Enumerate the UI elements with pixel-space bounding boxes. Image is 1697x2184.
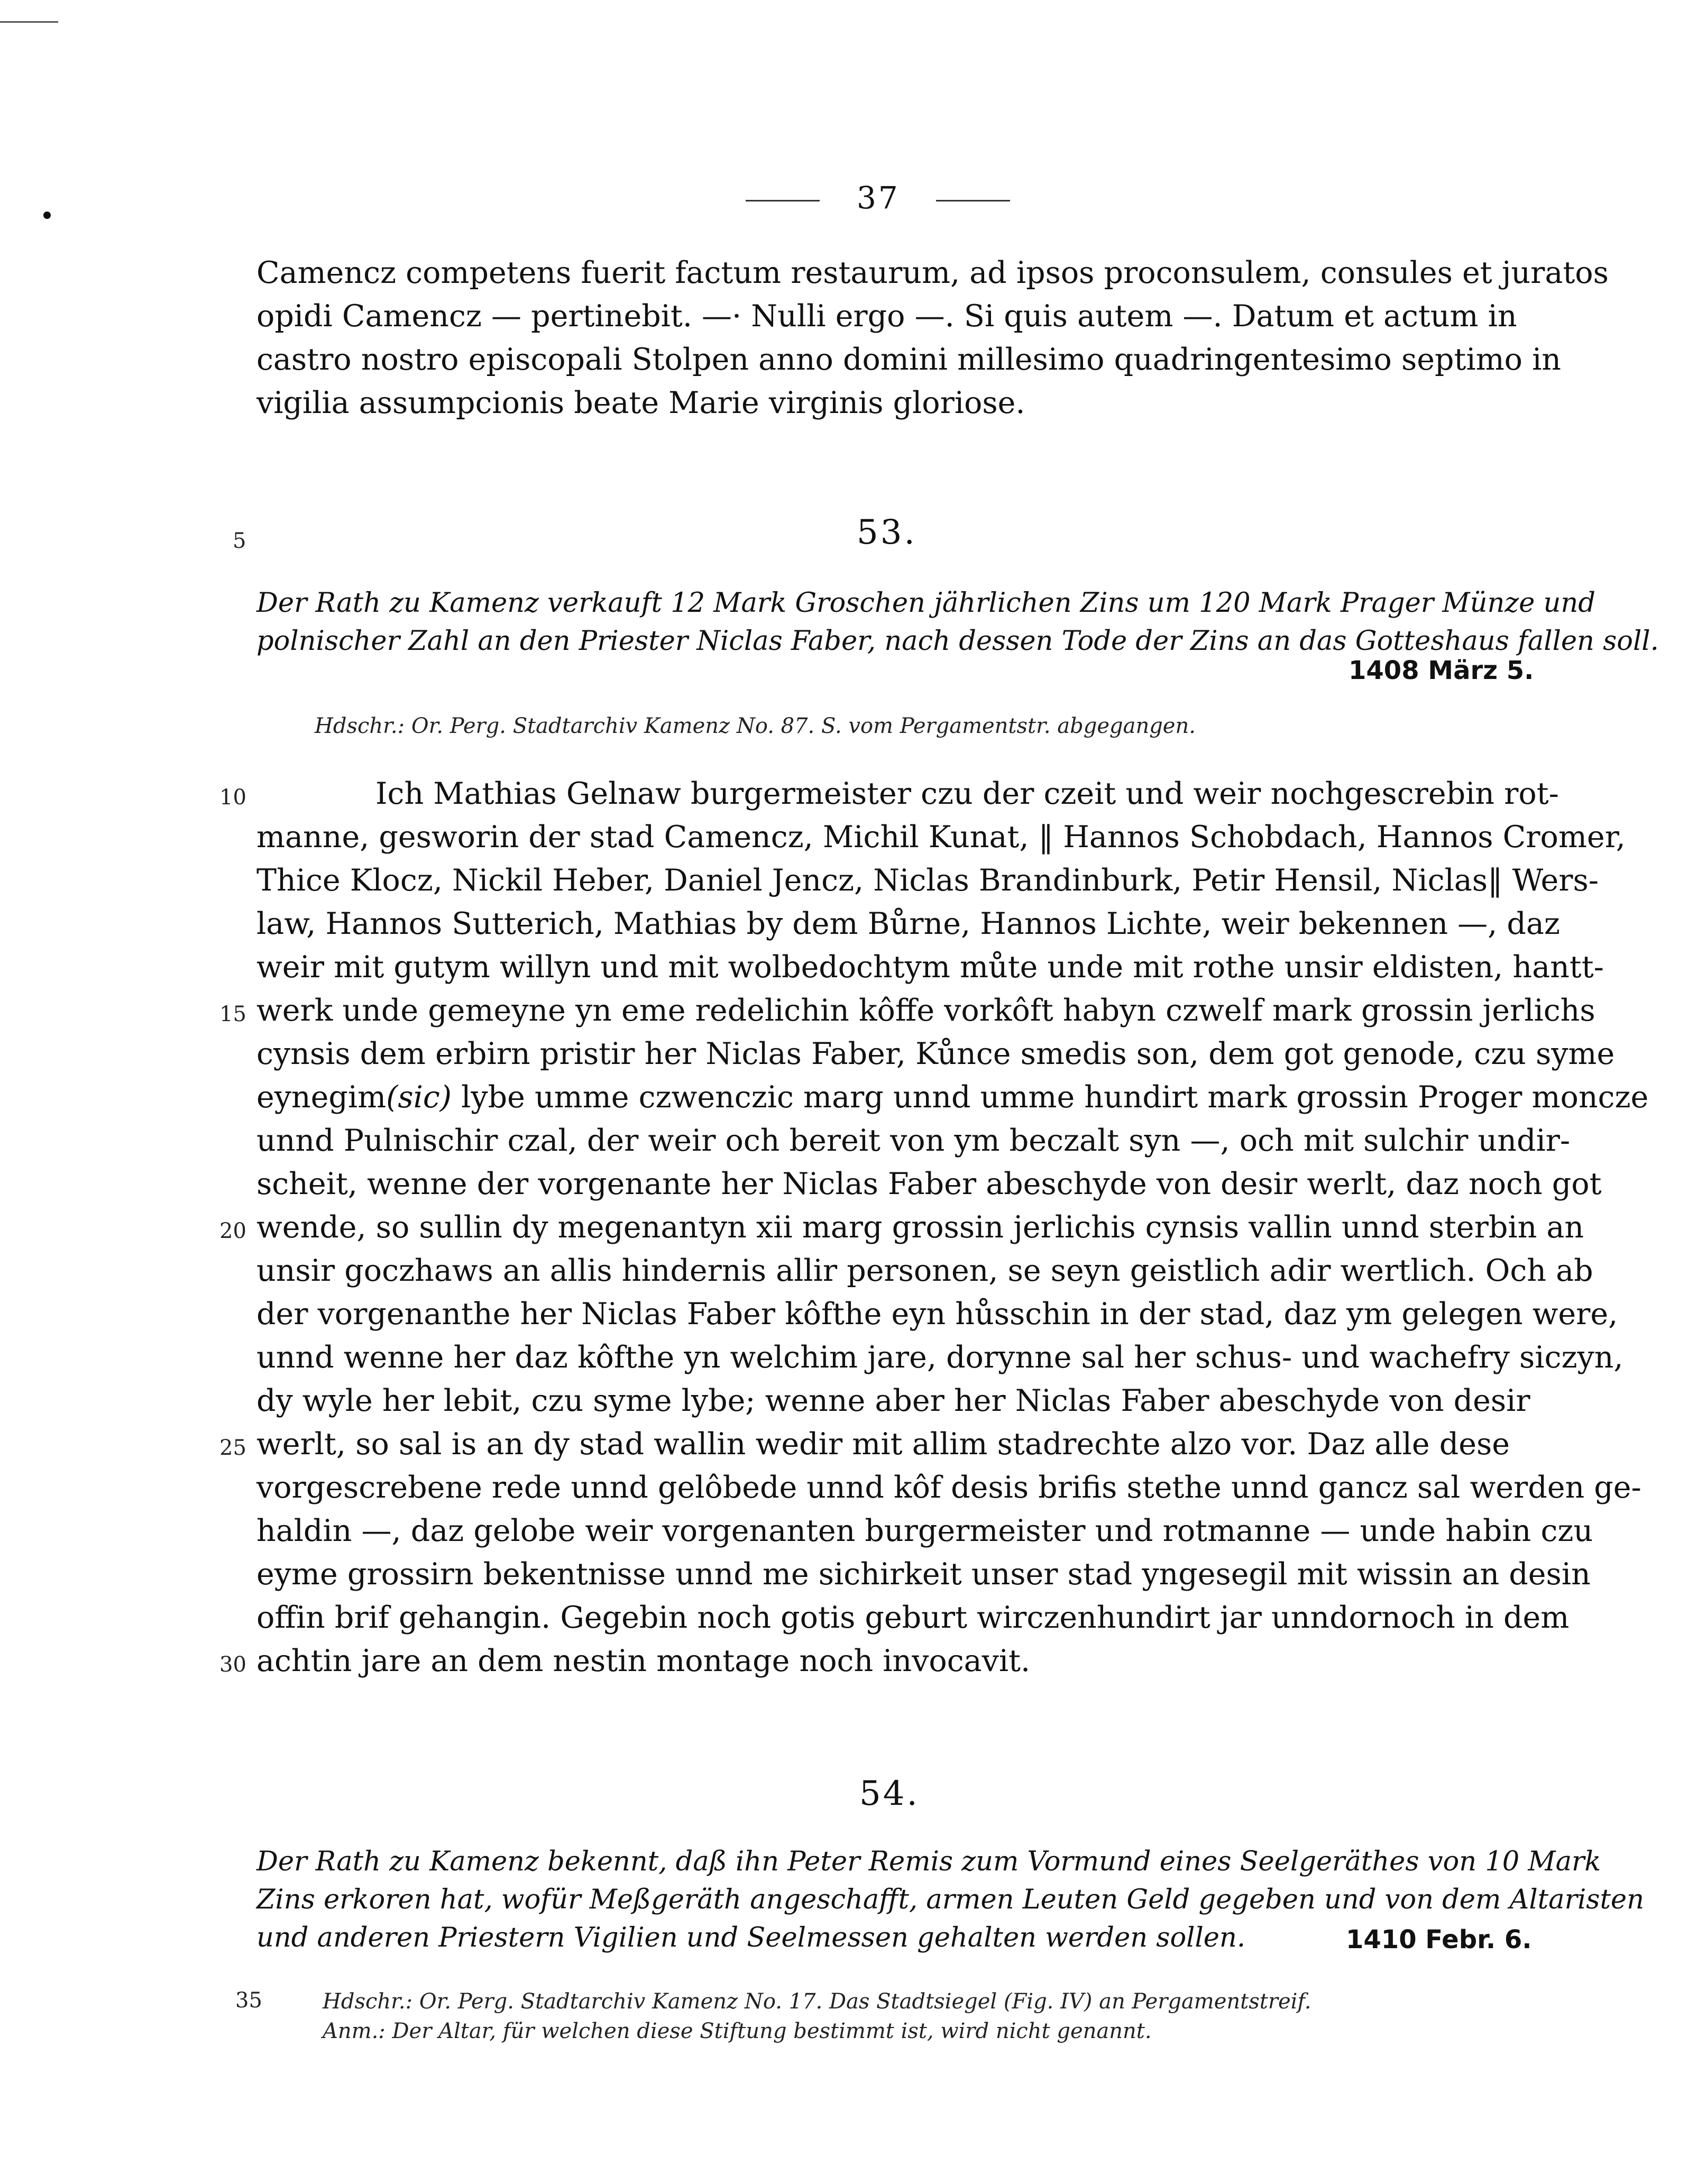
document-date: 1408 März 5. [1349,656,1534,685]
annotation-note: Anm.: Der Altar, für welchen diese Stiftung bestimmt ist, wird nicht genannt. [323,2019,1152,2043]
text-line-with-sic [256,1076,1649,1119]
text-line: Camencz competens fuerit factum restaurum, ad ipsos proconsulem, consules et juratos [256,255,1609,290]
page-header [0,175,1697,222]
document-number: 54. [859,1774,920,1813]
text-line: unnd wenne her daz kôfthe yn welchim jare, dorynne sal her schus- und wachefry siczyn, [256,1340,1623,1375]
text-line: werlt, so sal is an dy stad wallin wedir mit allim stadrechte alzo vor. Daz alle dese [256,1427,1510,1462]
text-line: vorgescrebene rede unnd gelôbede unnd kôf desis brifis stethe unnd gancz sal werden ge- [256,1470,1641,1505]
document-summary [256,1843,1644,1957]
text-line: cynsis dem erbirn pristir her Niclas Faber, Kůnce smedis son, dem got genode, czu syme [256,1036,1615,1071]
page-number: 37 [857,180,900,216]
document-text [256,772,1649,1683]
header-rule-right [936,200,1010,201]
summary-line: Der Rath zu Kamenz bekennt, daß ihn Peter Remis zum Vormund eines Seelgeräthes von 10 Mark [256,1846,1601,1877]
summary-line: Der Rath zu Kamenz verkauft 12 Mark Groschen jährlichen Zins um 120 Mark Prager Münze und [256,588,1595,619]
margin-line-number: 20 [219,1219,246,1243]
text-line: dy wyle her lebit, czu syme lybe; wenne aber her Niclas Faber abeschyde von desir [256,1383,1530,1418]
margin-line-number: 25 [219,1436,246,1460]
document-date: 1410 Febr. 6. [1346,1925,1532,1954]
text-line: unsir goczhaws an allis hindernis allir personen, se seyn geistlich adir wertlich. Och ab [256,1253,1593,1288]
margin-line-number: 5 [233,529,246,553]
text-line: werk unde gemeyne yn eme redelichin kôffe vorkôft habyn czwelf mark grossin jerlichs [256,993,1595,1028]
sic-prefix: eynegim [256,1080,387,1115]
text-line: wende, so sullin dy megenantyn xii marg grossin jerlichis cynsis vallin unnd sterbin an [256,1210,1584,1245]
text-line: unnd Pulnischir czal, der weir och bereit von ym beczalt syn —, och mit sulchir undir- [256,1123,1571,1158]
text-line: Thice Klocz, Nickil Heber, Daniel Jencz, Niclas Brandinburk, Petir Hensil, Niclas‖ Wers- [256,863,1599,898]
text-line: Ich Mathias Gelnaw burgermeister czu der czeit und weir nochgescrebin rot- [375,776,1559,811]
summary-line: polnischer Zahl an den Priester Niclas Faber, nach dessen Tode der Zins an das Gotteshaus fallen soll. [256,626,1659,657]
summary-line: Zins erkoren hat, wofür Meßgeräth angeschafft, armen Leuten Geld gegeben und von dem Altaristen [256,1884,1644,1915]
continuation-text [256,251,1609,425]
margin-line-number: 35 [235,1988,262,2013]
text-line: scheit, wenne der vorgenante her Niclas Faber abeschyde von desir werlt, daz noch got [256,1167,1602,1201]
scan-edge-mark [0,21,58,23]
document-summary [256,584,1659,660]
margin-line-number: 30 [219,1653,246,1677]
text-line: opidi Camencz — pertinebit. —· Nulli ergo —. Si quis autem —. Datum et actum in [256,299,1517,334]
text-line: achtin jare an dem nestin montage noch invocavit. [256,1644,1031,1678]
summary-line: und anderen Priestern Vigilien und Seelmessen gehalten werden sollen. [256,1922,1246,1953]
text-line: haldin —, daz gelobe weir vorgenanten burgermeister und rotmanne — unde habin czu [256,1513,1593,1548]
text-line: manne, gesworin der stad Camencz, Michil Kunat, ‖ Hannos Schobdach, Hannos Cromer, [256,820,1626,855]
text-line: law, Hannos Sutterich, Mathias by dem Bůrne, Hannos Lichte, weir bekennen —, daz [256,906,1560,941]
text-line: vigilia assumpcionis beate Marie virginis gloriose. [256,386,1025,420]
source-note: Hdschr.: Or. Perg. Stadtarchiv Kamenz No. 87. S. vom Pergamentstr. abgegangen. [315,714,1196,738]
text-line: castro nostro episcopali Stolpen anno domini millesimo quadringentesimo septimo in [256,342,1562,377]
sic-note: (sic) [386,1080,452,1115]
header-rule-left [746,200,820,201]
text-line: eyme grossirn bekentnisse unnd me sichirkeit unser stad yngesegil mit wissin an desin [256,1557,1591,1592]
document-number: 53. [857,513,917,552]
margin-line-number: 15 [219,1002,246,1026]
text-line: weir mit gutym willyn und mit wolbedochtym můte unde mit rothe unsir eldisten, hantt- [256,950,1604,985]
text-line: offin brif gehangin. Gegebin noch gotis geburt wirczenhundirt jar unndornoch in dem [256,1600,1570,1635]
text-line: der vorgenanthe her Niclas Faber kôfthe eyn hůsschin in der stad, daz ym gelegen were, [256,1297,1618,1332]
source-note: Hdschr.: Or. Perg. Stadtarchiv Kamenz No. 17. Das Stadtsiegel (Fig. IV) an Pergamentstreif. [323,1989,1311,2014]
margin-line-number: 10 [219,785,246,810]
sic-line-rest: lybe umme czwenczic marg unnd umme hundirt mark grossin Proger moncze [461,1080,1649,1115]
